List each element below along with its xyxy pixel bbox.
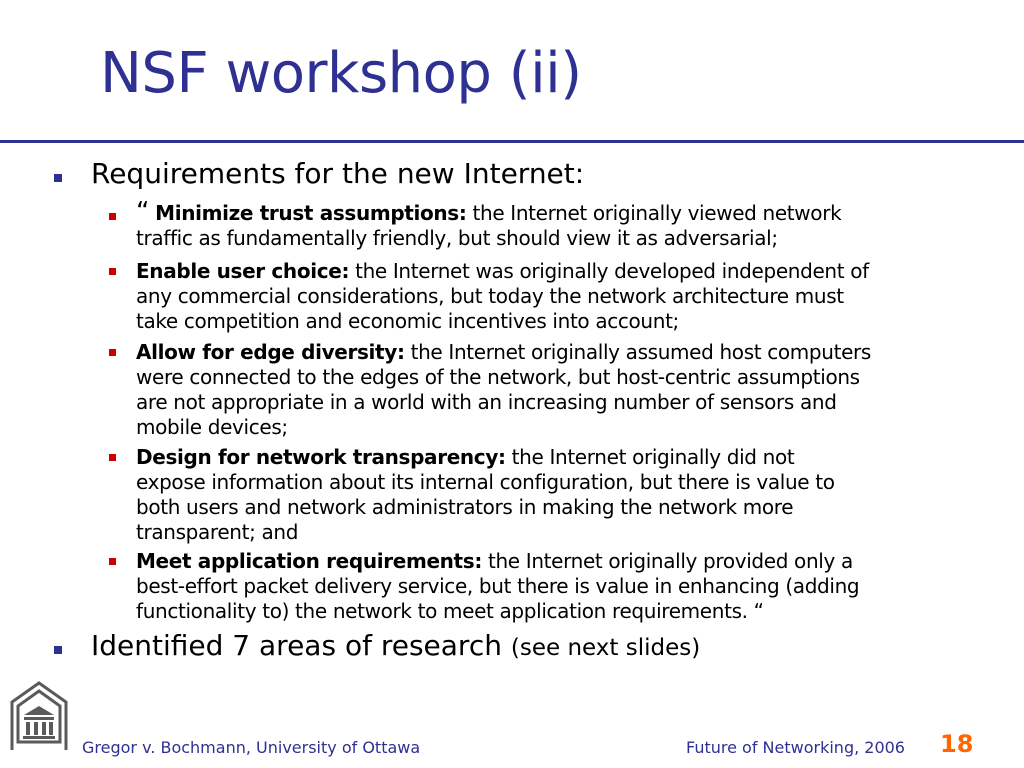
item-text-line: both users and network administrators in making the network more: [136, 495, 794, 519]
main-bullet-text: Requirements for the new Internet:: [91, 157, 585, 190]
item-text-line: take competition and economic incentives into account;: [136, 309, 679, 333]
footer-event: Future of Networking, 2006: [686, 738, 905, 757]
slide-title: NSF workshop (ii): [100, 41, 582, 106]
list-item: [136, 259, 1016, 334]
item-text: the Internet originally provided only a: [481, 549, 853, 573]
item-text-line: best-effort packet delivery service, but there is value in enhancing (adding: [136, 574, 860, 598]
sub-bullet-marker: [109, 454, 116, 461]
item-text-line: transparent; and: [136, 520, 299, 544]
item-heading: Minimize trust assumptions:: [155, 201, 467, 225]
item-heading: Enable user choice:: [136, 259, 350, 283]
sub-bullet-marker: [109, 558, 116, 565]
second-bullet-note: (see next slides): [510, 635, 701, 661]
list-item: [136, 197, 1016, 251]
list-item: [136, 445, 1016, 545]
title-divider: [0, 140, 1024, 143]
sub-bullet-marker: [109, 213, 116, 220]
university-building-icon: [8, 680, 70, 752]
item-text: the Internet was originally developed independent of: [349, 259, 869, 283]
second-bullet-text: Identified 7 areas of research: [91, 629, 502, 662]
page-number: 18: [940, 730, 974, 758]
item-text: the Internet originally viewed network: [466, 201, 842, 225]
item-text: the Internet originally assumed host computers: [404, 340, 871, 364]
item-text-line: any commercial considerations, but today the network architecture must: [136, 284, 844, 308]
item-text-line: were connected to the edges of the network, but host-centric assumptions: [136, 365, 860, 389]
item-heading: Meet application requirements:: [136, 549, 482, 573]
bullet-marker: [54, 646, 62, 654]
item-heading: Allow for edge diversity:: [136, 340, 405, 364]
item-text-line: traffic as fundamentally friendly, but should view it as adversarial;: [136, 226, 778, 250]
second-bullet: [91, 629, 1001, 662]
list-item: [136, 340, 1016, 440]
item-text-line: are not appropriate in a world with an increasing number of sensors and: [136, 390, 837, 414]
sub-bullet-marker: [109, 268, 116, 275]
item-text-line: mobile devices;: [136, 415, 288, 439]
bullet-marker: [54, 174, 62, 182]
item-text-line: functionality to) the network to meet application requirements. “: [136, 599, 764, 623]
sub-bullet-marker: [109, 349, 116, 356]
list-item: [136, 549, 1016, 624]
footer-author: Gregor v. Bochmann, University of Ottawa: [82, 738, 421, 757]
open-quote: “: [136, 197, 150, 227]
item-heading: Design for network transparency:: [136, 445, 506, 469]
item-text: the Internet originally did not: [505, 445, 795, 469]
item-text-line: expose information about its internal configuration, but there is value to: [136, 470, 835, 494]
